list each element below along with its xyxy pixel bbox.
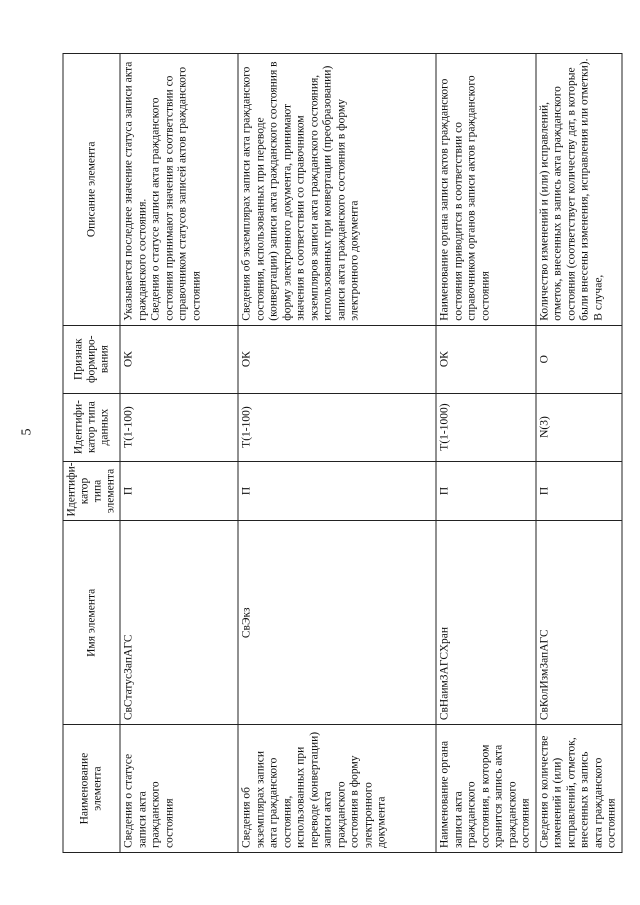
- formation-cell: ОК: [120, 325, 238, 393]
- element-title-cell: Сведения об экземплярах записи акта гражданского состояния, использованных при переводе (конвертации) записи акта гражданского состояния в форму электронного документа: [238, 724, 436, 852]
- type-id-cell: П: [120, 461, 238, 521]
- element-title-cell: Наименование органа записи акта гражданского состояния, в котором хранится запись акта гражданского состояния: [436, 724, 536, 852]
- formation-cell: ОК: [436, 325, 536, 393]
- formation-cell: О: [536, 325, 622, 393]
- data-type-cell: T(1-100): [120, 393, 238, 461]
- column-header: Наименование элемента: [63, 724, 120, 852]
- data-type-cell: T(1-1000): [436, 393, 536, 461]
- table-row: [436, 53, 536, 852]
- element-name-cell: СвНаимЗАГСХран: [436, 520, 536, 724]
- data-type-cell: N(3): [536, 393, 622, 461]
- description-cell: Количество изменений и (или) исправлений, отметок, внесенных в запись акта гражданского состояния (соответствует количеству дат, в которые были внесены изменения, исправления или отметки). В случае,: [536, 53, 622, 325]
- formation-cell: ОК: [238, 325, 436, 393]
- description-cell: Наименование органа записи актов гражданского состояния приводится в соответствии со справочником органов записи актов гражданского состояния: [436, 53, 536, 325]
- table-header-row: [63, 53, 120, 852]
- element-title-cell: Сведения о количестве изменений и (или) исправлений, отметок, внесенных в запись акта гражданского состояния: [536, 724, 622, 852]
- description-cell: Сведения об экземплярах записи акта гражданского состояния, использованных при переводе (конвертации) записи акта гражданского состояния в форму электронного документа, принимают значения в соответствии со справочником экземпляров записи акта гражданского состояния, использованных при конвертации (преобразовании) записи акта гражданского состояния в форму электронного документа: [238, 53, 436, 325]
- column-header: Идентифи-катор типа элемента: [63, 461, 120, 521]
- description-cell: Указывается последнее значение статуса записи акта гражданского состояния. Сведения о статусе записи акта гражданского состояния принимают значения в соответствии со справочником статусов записей актов гражданского состояния: [120, 53, 238, 325]
- table-row: [536, 53, 622, 852]
- page-number: 5: [19, 428, 35, 436]
- data-type-cell: T(1-100): [238, 393, 436, 461]
- type-id-cell: П: [536, 461, 622, 521]
- element-name-cell: СвЭкз: [238, 520, 436, 724]
- type-id-cell: П: [436, 461, 536, 521]
- element-name-cell: СвСтатусЗапАГС: [120, 520, 238, 724]
- column-header: Описание элемента: [63, 53, 120, 325]
- element-title-cell: Сведения о статусе записи акта гражданского состояния: [120, 724, 238, 852]
- column-header: Идентифи-катор типа данных: [63, 393, 120, 461]
- elements-table: [63, 53, 623, 853]
- table-row: [120, 53, 238, 852]
- column-header: Признак формиро-вания: [63, 325, 120, 393]
- type-id-cell: П: [238, 461, 436, 521]
- table-row: [238, 53, 436, 852]
- column-header: Имя элемента: [63, 520, 120, 724]
- rotated-page-content: [63, 53, 618, 853]
- element-name-cell: СвКолИзмЗапАГС: [536, 520, 622, 724]
